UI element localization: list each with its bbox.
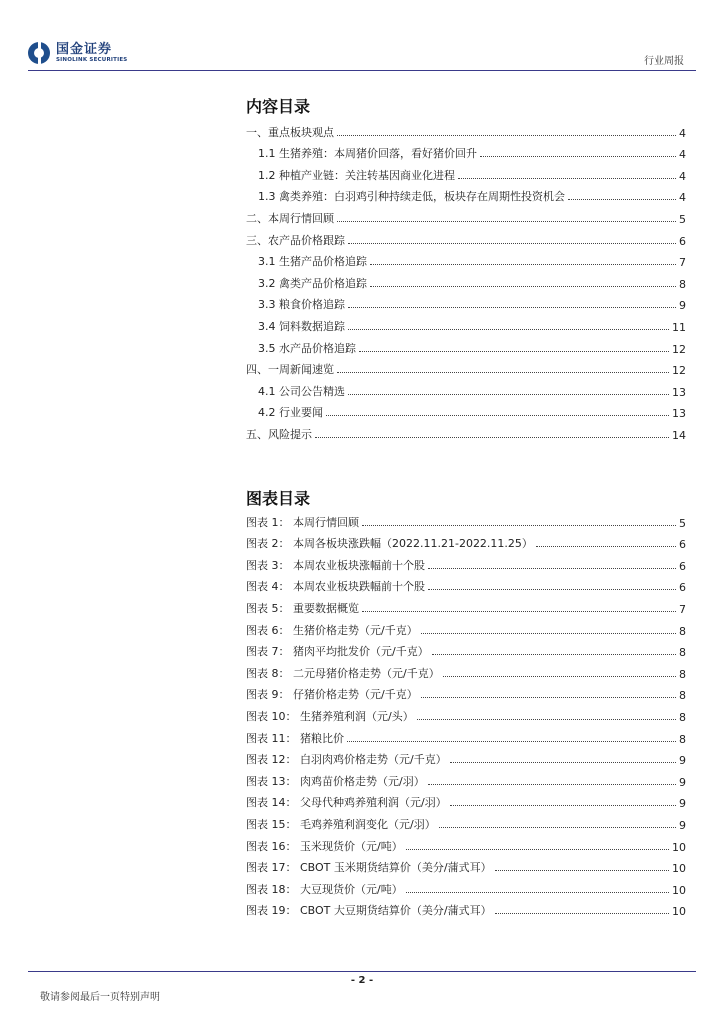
dot-leader [428, 783, 676, 785]
header-divider [28, 70, 696, 71]
figure-entry[interactable] [246, 702, 686, 724]
contents-entry-page: 11 [672, 320, 686, 334]
contents-entry-page: 4 [679, 169, 686, 183]
dot-leader [348, 393, 669, 395]
figure-entry-label: 图表 13： 肉鸡苗价格走势（元/羽） [246, 774, 425, 788]
figure-entry-label: 图表 14： 父母代种鸡养殖利润（元/羽） [246, 796, 447, 810]
figure-entry[interactable] [246, 530, 686, 552]
figure-entry[interactable] [246, 681, 686, 703]
dot-leader [421, 696, 676, 698]
figure-entry[interactable] [246, 789, 686, 811]
figure-entry[interactable] [246, 767, 686, 789]
figure-entry-label: 图表 16： 玉米现货价（元/吨） [246, 839, 403, 853]
figure-entry-page: 8 [679, 667, 686, 681]
contents-list [246, 118, 686, 442]
contents-entry-label: 1.1 生猪养殖：本周猪价回落，看好猪价回升 [258, 147, 477, 161]
figure-entry-label: 图表 4： 本周农业板块跌幅前十个股 [246, 580, 425, 594]
figure-entry[interactable] [246, 594, 686, 616]
figure-entry-page: 9 [679, 754, 686, 768]
figure-entry-label: 图表 7： 猪肉平均批发价（元/千克） [246, 645, 429, 659]
dot-leader [362, 610, 676, 612]
brand-name-en: SINOLINK SECURITIES [56, 56, 128, 63]
dot-leader [362, 524, 676, 526]
figure-entry[interactable] [246, 551, 686, 573]
contents-entry-page: 8 [679, 277, 686, 291]
contents-entry-page: 7 [679, 256, 686, 270]
figure-entry[interactable] [246, 616, 686, 638]
figure-entry-label: 图表 3： 本周农业板块涨幅前十个股 [246, 558, 425, 572]
contents-entry[interactable] [246, 377, 686, 399]
figure-entry[interactable] [246, 659, 686, 681]
dot-leader [337, 134, 676, 136]
figure-entry-page: 7 [679, 602, 686, 616]
contents-entry-page: 4 [679, 126, 686, 140]
figure-entry-label: 图表 6： 生猪价格走势（元/千克） [246, 623, 418, 637]
figure-entry-page: 8 [679, 689, 686, 703]
figure-entry-page: 6 [679, 538, 686, 552]
figure-entry[interactable] [246, 875, 686, 897]
contents-entry[interactable] [246, 161, 686, 183]
dot-leader [495, 869, 669, 871]
brand-name-cn: 国金证券 [56, 41, 113, 57]
figure-entry-page: 9 [679, 818, 686, 832]
figure-entry[interactable] [246, 638, 686, 660]
dot-leader [480, 155, 676, 157]
contents-entry-page: 5 [679, 212, 686, 226]
contents-entry-page: 4 [679, 148, 686, 162]
figure-entry-page: 5 [679, 516, 686, 530]
contents-entry[interactable] [246, 420, 686, 442]
figure-entry-label: 图表 10： 生猪养殖利润（元/头） [246, 709, 414, 723]
contents-entry[interactable] [246, 399, 686, 421]
dot-leader [536, 545, 676, 547]
dot-leader [421, 632, 676, 634]
contents-entry-label: 3.3 粮食价格追踪 [258, 298, 345, 312]
figure-entry-label: 图表 18： 大豆现货价（元/吨） [246, 882, 403, 896]
dot-leader [370, 263, 676, 265]
page-header [0, 0, 724, 72]
figure-entry[interactable] [246, 746, 686, 768]
figure-entry-label: 图表 15： 毛鸡养殖利润变化（元/羽） [246, 817, 436, 831]
dot-leader [428, 588, 676, 590]
dot-leader [337, 371, 669, 373]
figure-entry-page: 10 [672, 883, 686, 897]
dot-leader [347, 740, 676, 742]
figure-entry-label: 图表 11： 猪粮比价 [246, 731, 344, 745]
dot-leader [348, 306, 676, 308]
dot-leader [406, 848, 669, 850]
dot-leader [432, 653, 676, 655]
dot-leader [439, 826, 676, 828]
dot-leader [458, 177, 676, 179]
contents-entry[interactable] [246, 312, 686, 334]
figure-entry[interactable] [246, 897, 686, 919]
contents-entry[interactable] [246, 118, 686, 140]
figure-entry-page: 8 [679, 624, 686, 638]
figure-entry-page: 10 [672, 862, 686, 876]
dot-leader [450, 804, 676, 806]
dot-leader [348, 328, 669, 330]
contents-entry[interactable] [246, 334, 686, 356]
figure-entry[interactable] [246, 854, 686, 876]
contents-entry-label: 3.1 生猪产品价格追踪 [258, 255, 367, 269]
contents-entry[interactable] [246, 356, 686, 378]
contents-entry-page: 12 [672, 364, 686, 378]
figure-entry-page: 8 [679, 732, 686, 746]
contents-entry[interactable] [246, 140, 686, 162]
page-number: - 2 - [350, 975, 374, 986]
dot-leader [417, 718, 676, 720]
figures-title: 图表目录 [246, 489, 311, 508]
contents-entry-page: 13 [672, 385, 686, 399]
figure-entry-label: 图表 9： 仔猪价格走势（元/千克） [246, 688, 418, 702]
figure-entry-label: 图表 17： CBOT 玉米期货结算价（美分/蒲式耳） [246, 861, 492, 875]
contents-entry-page: 9 [679, 299, 686, 313]
figure-entry-label: 图表 1： 本周行情回顾 [246, 515, 359, 529]
figure-entry[interactable] [246, 810, 686, 832]
contents-entry-label: 1.2 种植产业链：关注转基因商业化进程 [258, 168, 455, 182]
dot-leader [326, 414, 669, 416]
contents-entry[interactable] [246, 291, 686, 313]
contents-title: 内容目录 [246, 97, 311, 116]
contents-entry-label: 3.4 饲料数据追踪 [258, 319, 345, 333]
contents-entry-label: 二、本周行情回顾 [246, 211, 334, 225]
contents-entry-label: 3.2 禽类产品价格追踪 [258, 276, 367, 290]
figure-entry-page: 6 [679, 559, 686, 573]
dot-leader [337, 220, 676, 222]
contents-entry-label: 4.2 行业要闻 [258, 406, 323, 420]
dot-leader [443, 675, 676, 677]
dot-leader [568, 198, 676, 200]
contents-entry-page: 13 [672, 407, 686, 421]
figure-entry[interactable] [246, 724, 686, 746]
figure-entry-label: 图表 12： 白羽肉鸡价格走势（元/千克） [246, 753, 447, 767]
figures-list [246, 508, 686, 918]
contents-entry[interactable] [246, 248, 686, 270]
contents-entry-page: 4 [679, 191, 686, 205]
dot-leader [406, 891, 669, 893]
figure-entry[interactable] [246, 832, 686, 854]
figure-entry-page: 9 [679, 797, 686, 811]
contents-entry[interactable] [246, 183, 686, 205]
dot-leader [495, 912, 669, 914]
document-type: 行业周报 [644, 56, 684, 67]
contents-entry-label: 一、重点板块观点 [246, 125, 334, 139]
contents-entry-page: 12 [672, 342, 686, 356]
logo-icon [28, 42, 50, 64]
figure-entry[interactable] [246, 508, 686, 530]
figure-entry-label: 图表 19： CBOT 大豆期货结算价（美分/蒲式耳） [246, 904, 492, 918]
contents-entry-label: 五、风险提示 [246, 427, 312, 441]
dot-leader [428, 567, 676, 569]
figure-entry-label: 图表 2： 本周各板块涨跌幅（2022.11.21-2022.11.25） [246, 537, 533, 551]
footer-divider [28, 971, 696, 972]
contents-entry[interactable] [246, 226, 686, 248]
figure-entry-page: 8 [679, 710, 686, 724]
brand-logo [28, 42, 127, 64]
dot-leader [359, 350, 669, 352]
figure-entry-page: 10 [672, 840, 686, 854]
figure-entry-page: 8 [679, 646, 686, 660]
dot-leader [315, 436, 669, 438]
contents-entry-label: 4.1 公司公告精选 [258, 384, 345, 398]
disclaimer: 敬请参阅最后一页特别声明 [40, 992, 160, 1003]
figure-entry-page: 9 [679, 775, 686, 789]
contents-entry-label: 三、农产品价格跟踪 [246, 233, 345, 247]
contents-entry-page: 14 [672, 428, 686, 442]
contents-entry-label: 3.5 水产品价格追踪 [258, 341, 356, 355]
figure-entry-label: 图表 8： 二元母猪价格走势（元/千克） [246, 666, 440, 680]
contents-entry-label: 1.3 禽类养殖：白羽鸡引种持续走低，板块存在周期性投资机会 [258, 190, 565, 204]
contents-entry-label: 四、一周新闻速览 [246, 363, 334, 377]
figure-entry-label: 图表 5： 重要数据概览 [246, 601, 359, 615]
figure-entry-page: 6 [679, 581, 686, 595]
dot-leader [450, 761, 676, 763]
contents-entry[interactable] [246, 204, 686, 226]
figure-entry-page: 10 [672, 905, 686, 919]
contents-entry-page: 6 [679, 234, 686, 248]
dot-leader [348, 242, 676, 244]
figure-entry[interactable] [246, 573, 686, 595]
dot-leader [370, 285, 676, 287]
contents-entry[interactable] [246, 269, 686, 291]
